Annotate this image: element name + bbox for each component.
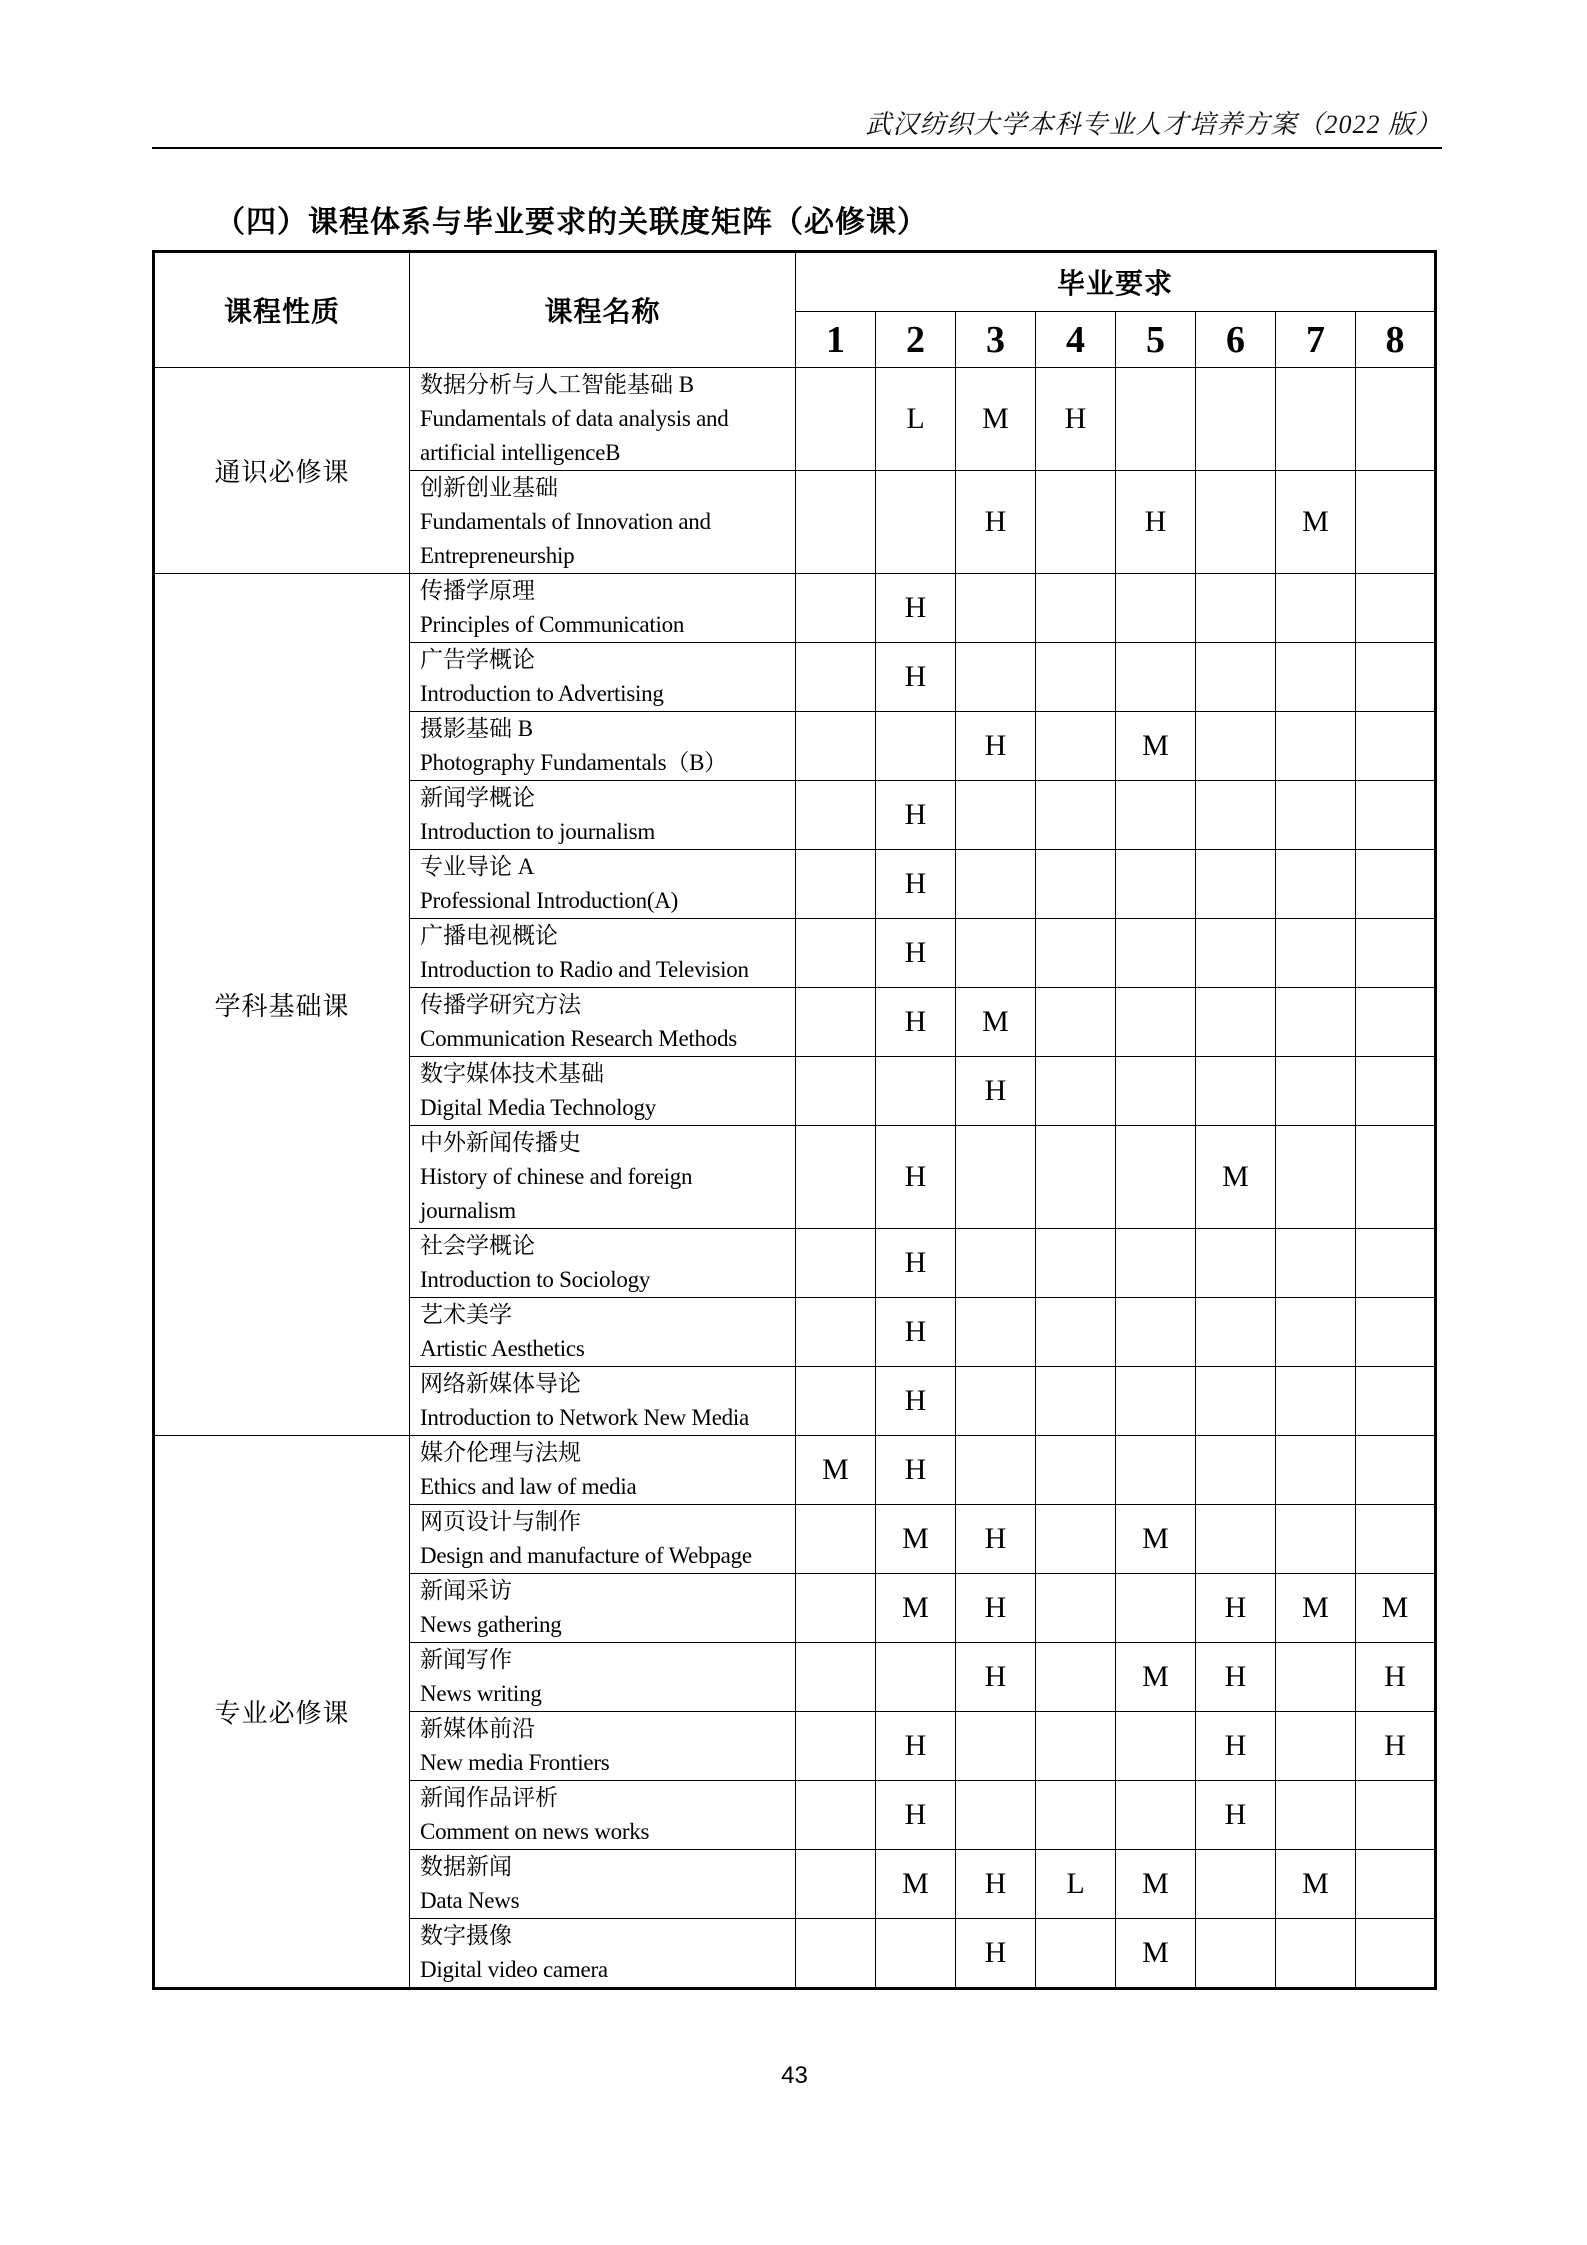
mark-cell xyxy=(1356,1781,1436,1850)
mark-cell xyxy=(1356,1367,1436,1436)
course-name-zh: 数字摄像 xyxy=(420,1923,512,1948)
header-requirement-number: 5 xyxy=(1116,312,1196,368)
mark-cell xyxy=(796,1057,876,1126)
mark-cell xyxy=(796,471,876,574)
mark-cell xyxy=(1196,1229,1276,1298)
course-name-zh: 数字媒体技术基础 xyxy=(420,1061,604,1086)
course-name-zh: 专业导论 A xyxy=(420,854,535,879)
mark-cell xyxy=(1196,988,1276,1057)
table-row xyxy=(154,368,1436,471)
mark-cell xyxy=(956,643,1036,712)
mark-cell: H xyxy=(876,1126,956,1229)
course-name-zh: 网络新媒体导论 xyxy=(420,1371,581,1396)
course-name-en: Principles of Communication xyxy=(420,612,685,637)
mark-cell xyxy=(956,919,1036,988)
mark-cell xyxy=(796,1850,876,1919)
mark-cell: H xyxy=(1356,1643,1436,1712)
correlation-matrix-table xyxy=(152,250,1437,1990)
mark-cell xyxy=(1196,850,1276,919)
mark-cell xyxy=(1036,1367,1116,1436)
mark-cell xyxy=(1276,781,1356,850)
mark-cell xyxy=(1276,1781,1356,1850)
course-name-zh: 数据分析与人工智能基础 B xyxy=(420,372,695,397)
mark-cell: H xyxy=(876,1436,956,1505)
table-body xyxy=(154,368,1436,1989)
mark-cell: H xyxy=(956,1057,1036,1126)
mark-cell xyxy=(1276,1229,1356,1298)
header-requirement-number: 4 xyxy=(1036,312,1116,368)
mark-cell: M xyxy=(956,368,1036,471)
mark-cell xyxy=(1036,1298,1116,1367)
mark-cell xyxy=(1036,1919,1116,1989)
header-requirement-number: 8 xyxy=(1356,312,1436,368)
mark-cell xyxy=(1116,781,1196,850)
mark-cell: H xyxy=(876,1298,956,1367)
mark-cell xyxy=(1276,850,1356,919)
mark-cell: M xyxy=(876,1850,956,1919)
mark-cell: H xyxy=(876,1781,956,1850)
course-name-en: Comment on news works xyxy=(420,1819,650,1844)
course-name-cell xyxy=(410,1712,796,1781)
course-name-en: Ethics and law of media xyxy=(420,1474,637,1499)
course-name-cell xyxy=(410,471,796,574)
mark-cell xyxy=(1196,712,1276,781)
mark-cell xyxy=(1276,712,1356,781)
mark-cell xyxy=(1356,1229,1436,1298)
mark-cell xyxy=(1196,471,1276,574)
course-name-en: Photography Fundamentals（B） xyxy=(420,750,727,775)
table-row xyxy=(154,1436,1436,1505)
course-type-cell: 通识必修课 xyxy=(154,368,410,574)
mark-cell xyxy=(1036,471,1116,574)
mark-cell xyxy=(1356,643,1436,712)
course-name-cell xyxy=(410,988,796,1057)
course-name-cell xyxy=(410,1126,796,1229)
mark-cell xyxy=(1196,781,1276,850)
course-name-en: Professional Introduction(A) xyxy=(420,888,679,913)
mark-cell xyxy=(1116,1781,1196,1850)
mark-cell xyxy=(876,1057,956,1126)
mark-cell xyxy=(1036,850,1116,919)
mark-cell xyxy=(1116,1574,1196,1643)
mark-cell xyxy=(796,1367,876,1436)
mark-cell xyxy=(1036,1712,1116,1781)
course-name-en: Introduction to Advertising xyxy=(420,681,664,706)
mark-cell xyxy=(1276,988,1356,1057)
mark-cell xyxy=(1116,1367,1196,1436)
mark-cell: M xyxy=(876,1574,956,1643)
mark-cell: M xyxy=(956,988,1036,1057)
header-course-name: 课程名称 xyxy=(410,252,796,368)
mark-cell: H xyxy=(876,1367,956,1436)
course-name-zh: 摄影基础 B xyxy=(420,716,534,741)
course-name-cell xyxy=(410,1781,796,1850)
course-name-en: Fundamentals of data analysis and artificial intelligenceB xyxy=(420,406,729,465)
mark-cell: H xyxy=(876,1712,956,1781)
mark-cell xyxy=(1276,1643,1356,1712)
course-name-en: Digital Media Technology xyxy=(420,1095,656,1120)
mark-cell xyxy=(1116,643,1196,712)
mark-cell xyxy=(1356,1298,1436,1367)
course-name-zh: 广播电视概论 xyxy=(420,923,558,948)
mark-cell xyxy=(956,1367,1036,1436)
header-requirement-number: 2 xyxy=(876,312,956,368)
mark-cell: H xyxy=(1036,368,1116,471)
mark-cell xyxy=(1356,1436,1436,1505)
mark-cell: H xyxy=(876,919,956,988)
mark-cell xyxy=(1116,1057,1196,1126)
mark-cell xyxy=(1196,1919,1276,1989)
mark-cell: H xyxy=(956,1505,1036,1574)
mark-cell xyxy=(1036,1229,1116,1298)
mark-cell xyxy=(796,574,876,643)
course-name-zh: 中外新闻传播史 xyxy=(420,1130,581,1155)
mark-cell: H xyxy=(956,1850,1036,1919)
mark-cell: H xyxy=(876,1229,956,1298)
course-name-en: News gathering xyxy=(420,1612,562,1637)
mark-cell xyxy=(1356,368,1436,471)
mark-cell xyxy=(796,643,876,712)
mark-cell xyxy=(796,919,876,988)
mark-cell xyxy=(956,1126,1036,1229)
mark-cell xyxy=(1276,1367,1356,1436)
mark-cell: M xyxy=(1356,1574,1436,1643)
mark-cell: H xyxy=(1196,1574,1276,1643)
mark-cell xyxy=(1036,1643,1116,1712)
mark-cell: H xyxy=(876,781,956,850)
course-name-en: New media Frontiers xyxy=(420,1750,610,1775)
mark-cell: H xyxy=(956,471,1036,574)
mark-cell xyxy=(1276,574,1356,643)
mark-cell xyxy=(1276,1298,1356,1367)
mark-cell xyxy=(1036,781,1116,850)
mark-cell xyxy=(796,850,876,919)
mark-cell xyxy=(1276,1712,1356,1781)
mark-cell xyxy=(1196,919,1276,988)
header-graduation-requirements: 毕业要求 xyxy=(796,252,1436,312)
mark-cell xyxy=(1116,1229,1196,1298)
mark-cell xyxy=(1276,1126,1356,1229)
course-name-cell xyxy=(410,1643,796,1712)
mark-cell: M xyxy=(1116,1505,1196,1574)
mark-cell xyxy=(796,1712,876,1781)
course-name-en: Data News xyxy=(420,1888,520,1913)
mark-cell xyxy=(1116,850,1196,919)
mark-cell: H xyxy=(1196,1643,1276,1712)
mark-cell xyxy=(956,781,1036,850)
mark-cell: H xyxy=(956,712,1036,781)
course-name-cell xyxy=(410,919,796,988)
mark-cell xyxy=(1196,368,1276,471)
mark-cell xyxy=(796,1126,876,1229)
course-name-en: Introduction to journalism xyxy=(420,819,655,844)
course-name-en: History of chinese and foreign journalism xyxy=(420,1164,693,1223)
course-name-cell xyxy=(410,1505,796,1574)
course-name-cell xyxy=(410,1919,796,1989)
mark-cell: M xyxy=(1116,712,1196,781)
course-name-cell xyxy=(410,574,796,643)
doc-header-text: 武汉纺织大学本科专业人才培养方案（2022 版） xyxy=(865,110,1442,139)
mark-cell: H xyxy=(1196,1781,1276,1850)
course-name-en: News writing xyxy=(420,1681,542,1706)
course-name-cell xyxy=(410,712,796,781)
mark-cell: H xyxy=(876,850,956,919)
course-name-zh: 新闻写作 xyxy=(420,1647,512,1672)
mark-cell: M xyxy=(1276,1850,1356,1919)
course-name-cell xyxy=(410,1850,796,1919)
mark-cell xyxy=(1036,1057,1116,1126)
mark-cell xyxy=(956,1712,1036,1781)
mark-cell xyxy=(1276,643,1356,712)
course-name-en: Artistic Aesthetics xyxy=(420,1336,585,1361)
mark-cell xyxy=(1356,471,1436,574)
page-number: 43 xyxy=(781,2062,808,2089)
course-name-zh: 数据新闻 xyxy=(420,1854,512,1879)
mark-cell xyxy=(796,1919,876,1989)
mark-cell xyxy=(1116,1712,1196,1781)
mark-cell xyxy=(796,1781,876,1850)
mark-cell xyxy=(796,1505,876,1574)
mark-cell xyxy=(1356,1057,1436,1126)
mark-cell: L xyxy=(1036,1850,1116,1919)
mark-cell xyxy=(1196,1436,1276,1505)
mark-cell xyxy=(1276,1436,1356,1505)
mark-cell xyxy=(1036,988,1116,1057)
mark-cell: M xyxy=(1196,1126,1276,1229)
mark-cell xyxy=(1036,1126,1116,1229)
mark-cell: M xyxy=(1116,1919,1196,1989)
course-name-zh: 新闻作品评析 xyxy=(420,1785,558,1810)
mark-cell xyxy=(876,1919,956,1989)
mark-cell xyxy=(796,781,876,850)
mark-cell xyxy=(1036,1436,1116,1505)
header-requirement-number: 3 xyxy=(956,312,1036,368)
mark-cell: M xyxy=(1116,1850,1196,1919)
mark-cell xyxy=(1036,1781,1116,1850)
mark-cell xyxy=(1276,919,1356,988)
course-name-cell xyxy=(410,1367,796,1436)
mark-cell: H xyxy=(1356,1712,1436,1781)
mark-cell xyxy=(1196,1367,1276,1436)
course-name-cell xyxy=(410,781,796,850)
mark-cell xyxy=(796,1298,876,1367)
mark-cell: M xyxy=(1276,1574,1356,1643)
mark-cell xyxy=(796,1574,876,1643)
mark-cell xyxy=(796,368,876,471)
mark-cell xyxy=(1356,850,1436,919)
mark-cell xyxy=(1356,1126,1436,1229)
course-type-cell: 专业必修课 xyxy=(154,1436,410,1989)
course-name-zh: 社会学概论 xyxy=(420,1233,535,1258)
course-name-cell xyxy=(410,850,796,919)
mark-cell xyxy=(876,1643,956,1712)
course-name-zh: 传播学原理 xyxy=(420,578,535,603)
course-name-en: Fundamentals of Innovation and Entrepreneurship xyxy=(420,509,711,568)
mark-cell xyxy=(1036,1505,1116,1574)
mark-cell: H xyxy=(876,574,956,643)
mark-cell xyxy=(1276,1919,1356,1989)
course-name-en: Introduction to Sociology xyxy=(420,1267,651,1292)
mark-cell xyxy=(796,1229,876,1298)
header-rule xyxy=(152,147,1442,149)
mark-cell xyxy=(876,471,956,574)
page-title: （四）课程体系与毕业要求的关联度矩阵（必修课） xyxy=(215,206,928,239)
table-header xyxy=(154,252,1436,368)
mark-cell xyxy=(956,850,1036,919)
course-name-zh: 艺术美学 xyxy=(420,1302,512,1327)
mark-cell xyxy=(956,574,1036,643)
course-name-cell xyxy=(410,1057,796,1126)
mark-cell xyxy=(1116,574,1196,643)
mark-cell: H xyxy=(876,643,956,712)
course-name-en: Introduction to Network New Media xyxy=(420,1405,750,1430)
course-name-en: Communication Research Methods xyxy=(420,1026,737,1051)
course-name-zh: 传播学研究方法 xyxy=(420,992,581,1017)
mark-cell: M xyxy=(876,1505,956,1574)
mark-cell xyxy=(1116,988,1196,1057)
mark-cell xyxy=(1356,988,1436,1057)
course-name-cell xyxy=(410,1574,796,1643)
mark-cell xyxy=(1276,368,1356,471)
mark-cell xyxy=(876,712,956,781)
course-name-zh: 媒介伦理与法规 xyxy=(420,1440,581,1465)
mark-cell xyxy=(956,1298,1036,1367)
mark-cell xyxy=(1356,1850,1436,1919)
mark-cell xyxy=(1036,919,1116,988)
course-name-cell xyxy=(410,1298,796,1367)
mark-cell xyxy=(1356,574,1436,643)
course-name-zh: 网页设计与制作 xyxy=(420,1509,581,1534)
mark-cell: H xyxy=(1196,1712,1276,1781)
header-requirement-number: 6 xyxy=(1196,312,1276,368)
course-name-cell xyxy=(410,368,796,471)
course-name-en: Introduction to Radio and Television xyxy=(420,957,749,982)
mark-cell xyxy=(1196,1057,1276,1126)
course-name-cell xyxy=(410,643,796,712)
mark-cell xyxy=(1116,1298,1196,1367)
mark-cell xyxy=(1356,1505,1436,1574)
course-name-zh: 创新创业基础 xyxy=(420,475,558,500)
mark-cell xyxy=(1356,781,1436,850)
mark-cell xyxy=(1356,1919,1436,1989)
mark-cell xyxy=(1196,643,1276,712)
mark-cell: L xyxy=(876,368,956,471)
course-name-zh: 新闻采访 xyxy=(420,1578,512,1603)
mark-cell xyxy=(1356,712,1436,781)
mark-cell: H xyxy=(956,1574,1036,1643)
header-requirement-number: 7 xyxy=(1276,312,1356,368)
mark-cell xyxy=(1116,1126,1196,1229)
mark-cell: M xyxy=(1276,471,1356,574)
mark-cell xyxy=(1036,574,1116,643)
mark-cell xyxy=(1356,919,1436,988)
mark-cell xyxy=(956,1436,1036,1505)
course-name-zh: 广告学概论 xyxy=(420,647,535,672)
mark-cell xyxy=(1116,919,1196,988)
mark-cell xyxy=(1116,1436,1196,1505)
mark-cell xyxy=(1036,712,1116,781)
mark-cell: M xyxy=(796,1436,876,1505)
course-name-zh: 新媒体前沿 xyxy=(420,1716,535,1741)
mark-cell: H xyxy=(876,988,956,1057)
mark-cell xyxy=(1116,368,1196,471)
mark-cell xyxy=(796,988,876,1057)
mark-cell xyxy=(1276,1505,1356,1574)
mark-cell xyxy=(1036,643,1116,712)
course-name-en: Design and manufacture of Webpage xyxy=(420,1543,752,1568)
course-type-cell: 学科基础课 xyxy=(154,574,410,1436)
mark-cell xyxy=(1196,1298,1276,1367)
mark-cell xyxy=(1036,1574,1116,1643)
course-name-cell xyxy=(410,1229,796,1298)
mark-cell xyxy=(956,1229,1036,1298)
table-header-row xyxy=(154,252,1436,312)
mark-cell xyxy=(796,1643,876,1712)
mark-cell xyxy=(1196,1850,1276,1919)
course-name-cell xyxy=(410,1436,796,1505)
mark-cell xyxy=(1276,1057,1356,1126)
mark-cell: M xyxy=(1116,1643,1196,1712)
course-name-zh: 新闻学概论 xyxy=(420,785,535,810)
mark-cell: H xyxy=(1116,471,1196,574)
header-course-type: 课程性质 xyxy=(154,252,410,368)
mark-cell xyxy=(1196,1505,1276,1574)
mark-cell xyxy=(1196,574,1276,643)
header-requirement-number: 1 xyxy=(796,312,876,368)
course-name-en: Digital video camera xyxy=(420,1957,608,1982)
mark-cell: H xyxy=(956,1919,1036,1989)
mark-cell xyxy=(956,1781,1036,1850)
mark-cell xyxy=(796,712,876,781)
table-row xyxy=(154,574,1436,643)
mark-cell: H xyxy=(956,1643,1036,1712)
